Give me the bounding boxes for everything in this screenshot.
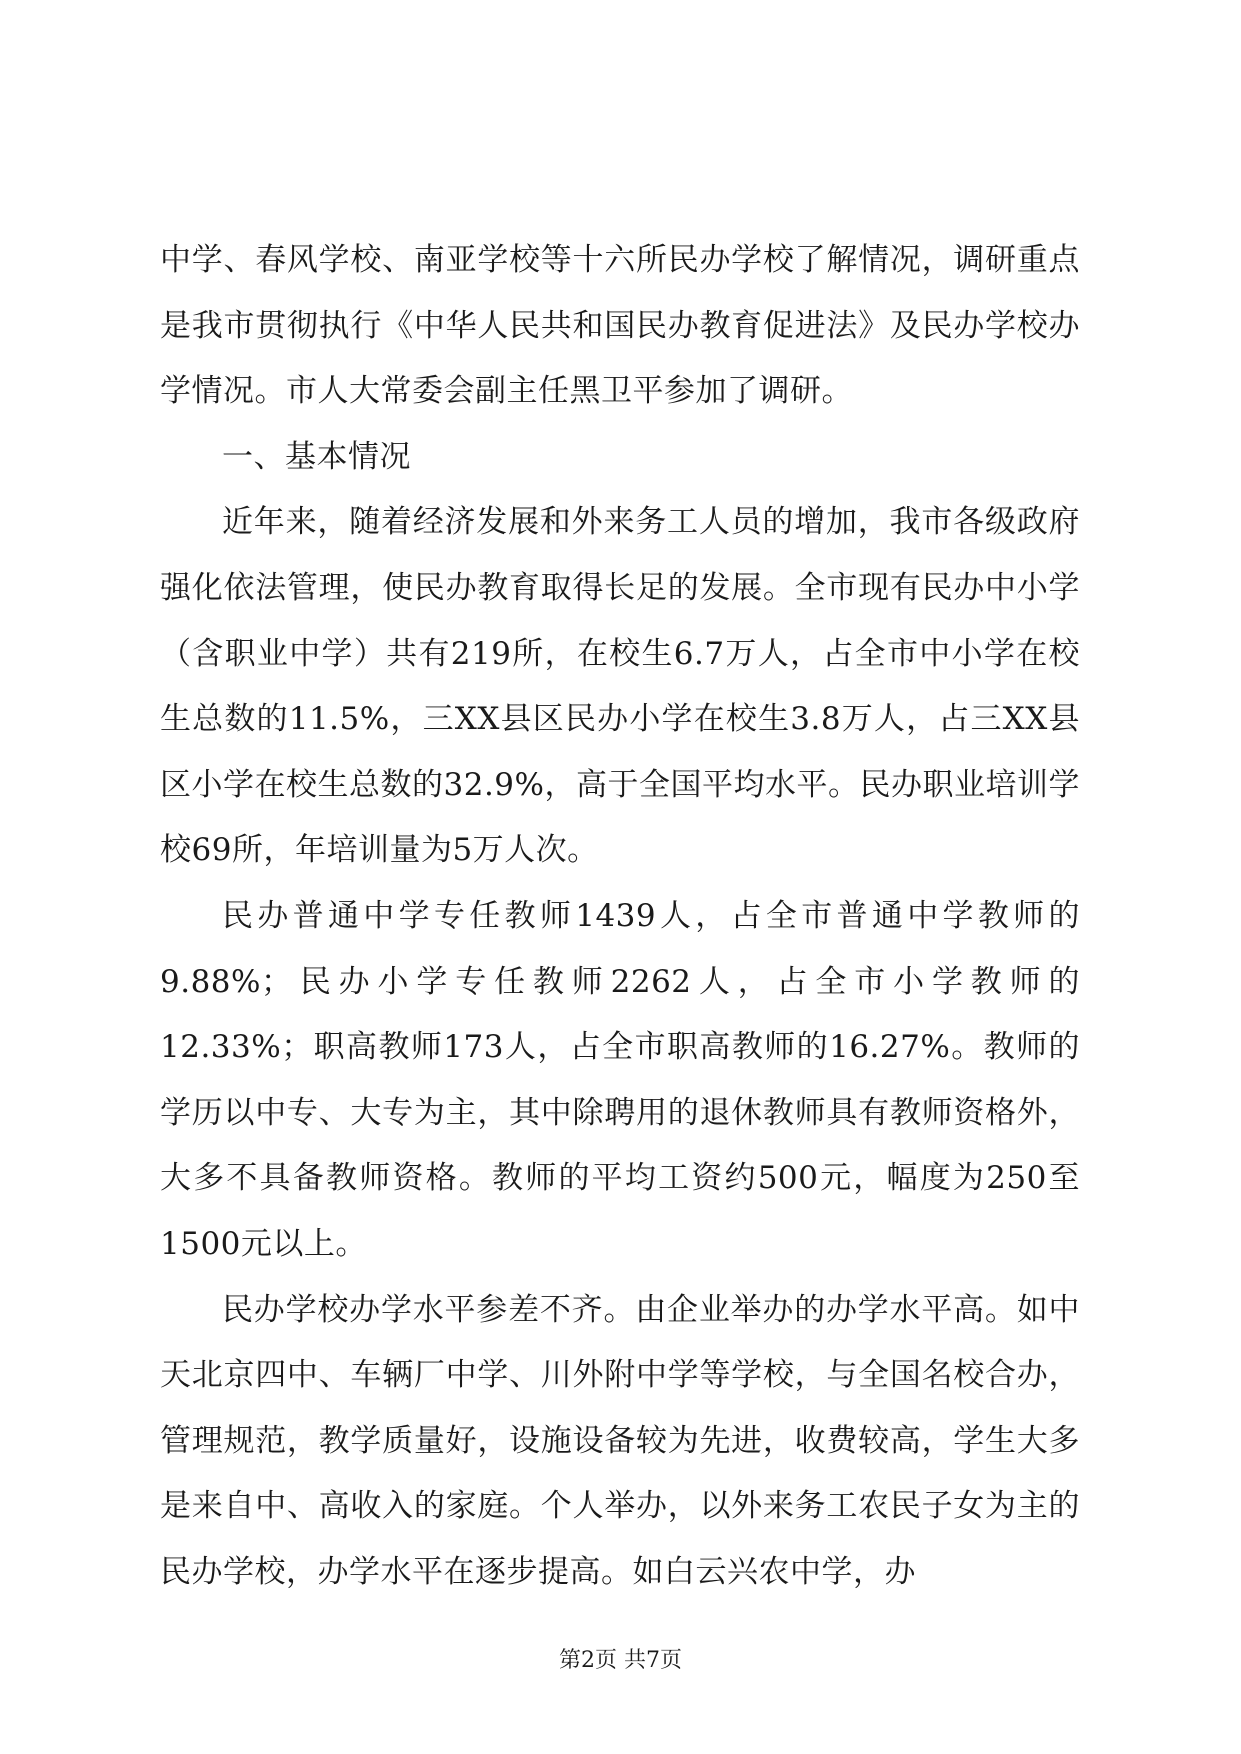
paragraph-teachers: 民办普通中学专任教师1439人，占全市普通中学教师的9.88%；民办小学专任教师2262人，占全市小学教师的12.33%；职高教师173人，占全市职高教师的16.27%。教师的学历以中专、大专为主，其中除聘用的退休教师具有教师资格外，大多不具备教师资格。教师的平均工资约500元，幅度为250至1500元以上。 [160, 897, 1080, 1262]
paragraph-recent-development: 近年来，随着经济发展和外来务工人员的增加，我市各级政府强化依法管理，使民办教育取得长足的发展。全市现有民办中小学（含职业中学）共有219所，在校生6.7万人，占全市中小学在校生总数的11.5%，三XX县区民办小学在校生3.8万人，占三XX县区小学在校生总数的32.9%，高于全国平均水平。民办职业培训学校69所，年培训量为5万人次。 [160, 504, 1080, 869]
document-body [160, 228, 1080, 1605]
paragraph-continuation: 中学、春风学校、南亚学校等十六所民办学校了解情况，调研重点是我市贯彻执行《中华人民共和国民办教育促进法》及民办学校办学情况。市人大常委会副主任黑卫平参加了调研。 [160, 242, 1080, 410]
section-heading-basic-situation: 一、基本情况 [222, 438, 411, 475]
paragraph-school-levels: 民办学校办学水平参差不齐。由企业举办的办学水平高。如中天北京四中、车辆厂中学、川外附中学等学校，与全国名校合办，管理规范，教学质量好，设施设备较为先进，收费较高，学生大多是来自中、高收入的家庭。个人举办，以外来务工农民子女为主的民办学校，办学水平在逐步提高。如白云兴农中学，办 [160, 1291, 1080, 1590]
page-footer: 第2页 共7页 [559, 1648, 682, 1673]
